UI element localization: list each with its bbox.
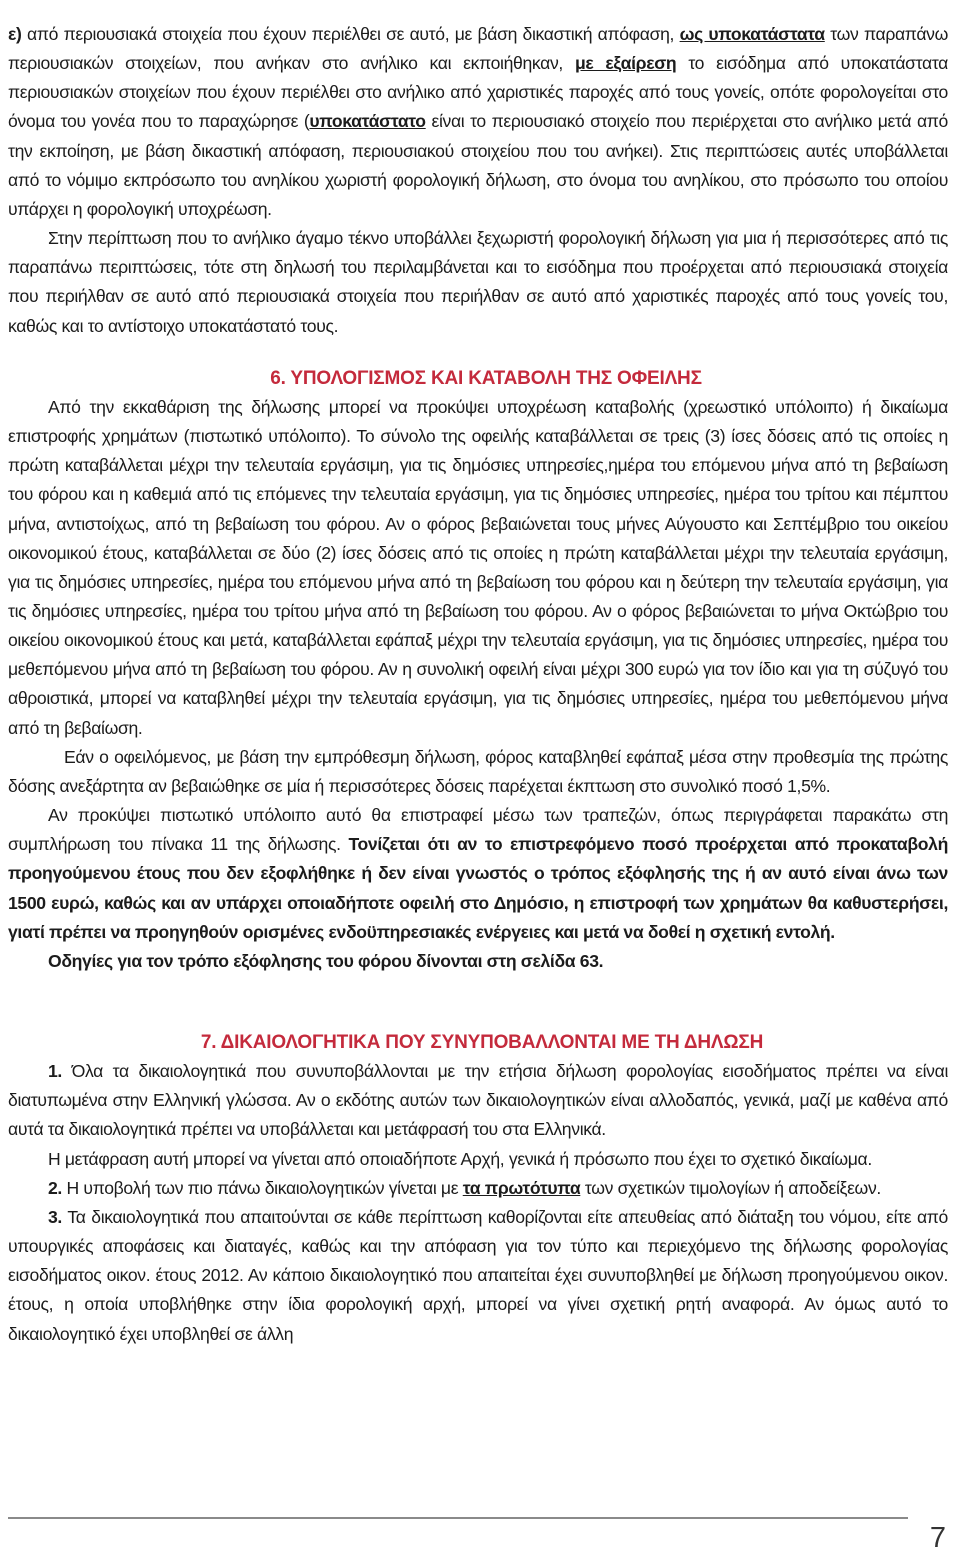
footer-rule (8, 1517, 908, 1519)
section-e-label: ε) (8, 24, 22, 44)
minor-child-paragraph: Στην περίπτωση που το ανήλικο άγαμο τέκνο υποβάλλει ξεχωριστή φορολογική δήλωση για μια ή περισσότερες από τις παραπάνω περιπτώσεις, τότε στη δηλωσή του περιλαμβάνεται και το εισόδημα που προέρχεται από περιουσιακά στοιχεία που περιήλθαν σε αυτό από περιουσιακά στοιχεία που περιήλθαν σε αυτό από χαριστικές παροχές από τους γονείς του, καθώς και το αντίστοιχο υποκατάστατό τους. (8, 228, 948, 336)
originals-emphasis: τα πρωτότυπα (462, 1177, 581, 1198)
section-6-heading: 6. ΥΠΟΛΟΓΙΣΜΟΣ ΚΑΙ ΚΑΤΑΒΟΛΗ ΤΗΣ ΟΦΕΙΛΗΣ (270, 367, 702, 389)
section-7-item-1: 1. Όλα τα δικαιολογητικά που συνυποβάλλονται με την ετήσια δήλωση φορολογίας εισοδήματος πρέπει να είναι διατυπωμένα στην Ελληνική γλώσσα. Αν ο εκδότης αυτών των δικαιολογητικών είναι αλλοδαπός, γενικά, μαζί με καθένα από αυτά τα δικαιολογητικά πρέπει να υποβάλλεται και μετάφρασή του στα Ελληνικά. (8, 1061, 948, 1140)
substitute-emphasis: υποκατάστατο (309, 111, 426, 132)
section-6-paragraph-1: Από την εκκαθάριση της δήλωσης μπορεί να προκύψει υποχρέωση καταβολής (χρεωστικό υπόλοιπο) ή δικαίωμα επιστροφής χρημάτων (πιστωτικό υπόλοιπο). Το σύνολο της οφειλής καταβάλλεται σε τρεις (3) ίσες δόσεις από τις οποίες η πρώτη καταβάλλεται μέχρι την τελευταία εργάσιμη, για τις δημόσιες υπηρεσίες,ημέρα του επόμενου μήνα από τη βεβαίωση του φόρου και η καθεμιά από τις επόμενες την τελευταία εργάσιμη, για τις δημόσιες υπηρεσίες, ημέρα του τρίτου και πέμπτου μήνα, αντιστοίχως, από τη βεβαίωση του φόρου. Αν ο φόρος βεβαιώνεται τους μήνες Αύγουστο και Σεπτέμβριο του οικείου οικονομικού έτους, καταβάλλεται σε δύο (2) ίσες δόσεις από τις οποίες η πρώτη καταβάλλεται μέχρι την τελευταία εργάσιμη, για τις δημόσιες υπηρεσίες, ημέρα του επόμενου μήνα από τη βεβαίωση του φόρου και η δεύτερη την τελευταία εργάσιμη, για τις δημόσιες υπηρεσίες, ημέρα του τρίτου μήνα από τη βεβαίωση του φόρου. Αν ο φόρος βεβαιώνεται το μήνα Οκτώβριο του οικείου οικονομικού έτους και μετά, καταβάλλεται εφάπαξ μέχρι την τελευταία εργάσιμη, για τις δημόσιες υπηρεσίες, ημέρα του μεθεπόμενου μήνα από τη βεβαίωση του φόρου. Αν η συνολική οφειλή είναι μέχρι 300 ευρώ για τον ίδιο και για τη σύζυγό του αθροιστικά, μπορεί να καταβληθεί μέχρι την τελευταία εργάσιμη, για τις δημόσιες υπηρεσίες, ημέρα του μεθεπόμενου μήνα από τη βεβαίωση. (8, 396, 948, 738)
page-number: 7 (929, 1522, 947, 1554)
refund-delay-note: Τονίζεται ότι αν το επιστρεφόμενο ποσό προέρχεται από προκαταβολή προηγούμενου έτους που δεν εξοφλήθηκε ή δεν είναι γνωστός ο τρόπος εξόφλησής της ή αν αυτό είναι άνω των 1500 ευρώ, καθώς και αν υπάρχει οποιαδήποτε οφειλή στο Δημόσιο, η επιστροφή των χρημάτων θα καθυστερήσει, γιατί πρέπει να προηγηθούν ορισμένες ενδοϋπηρεσιακές ενέργειες και μετά να δοθεί η σχετική εντολή. (8, 834, 948, 942)
section-7-heading: 7. ΔΙΚΑΙΟΛΟΓΗΤΙΚΑ ΠΟΥ ΣΥΝΥΠΟΒΑΛΛΟΝΤΑΙ ΜΕ ΤΗ ΔΗΛΩΣΗ (200, 1032, 764, 1053)
section-7-item-3: 3. Τα δικαιολογητικά που απαιτούνται σε κάθε περίπτωση καθορίζονται είτε απευθείας από διάταξη του νόμου, είτε από υπουργικές αποφάσεις και διαταγές, καθώς και την απόφαση για τον τύπο και περιεχόμενο της δήλωσης φορολογίας εισοδήματος οικον. έτους 2012. Αν κάποιο δικαιολογητικό που απαιτείται έχει συνυποβληθεί με δήλωση προηγούμενου οικον. έτους, η οποία υποβλήθηκε στην ίδια φορολογική αρχή, μπορεί να γίνει σχετική ρητή αναφορά. Αν όμως αυτό το δικαιολογητικό έχει υποβληθεί σε άλλη (8, 1206, 948, 1344)
section-7-item-1-translation: Η μετάφραση αυτή μπορεί να γίνεται από οποιαδήποτε Αρχή, γενικά ή πρόσωπο που έχει το σχετικό δικαίωμα. (48, 1148, 872, 1169)
item-2-number: 2. (48, 1177, 62, 1198)
item-3-number: 3. (48, 1206, 62, 1227)
section-6-paragraph-3: Αν προκύψει πιστωτικό υπόλοιπο αυτό θα επιστραφεί μέσω των τραπεζών, όπως περιγράφεται παρακάτω στη συμπλήρωση του πίνακα 11 της δήλωσης. Τονίζεται ότι αν το επιστρεφόμενο ποσό προέρχεται από προκαταβολή προηγούμενου έτους που δεν εξοφλήθηκε ή δεν είναι γνωστός ο τρόπος εξόφλησής της ή αν αυτό είναι άνω των 1500 ευρώ, καθώς και αν υπάρχει οποιαδήποτε οφειλή στο Δημόσιο, η επιστροφή των χρημάτων θα καθυστερήσει, γιατί πρέπει να προηγηθούν ορισμένες ενδοϋπηρεσιακές ενέργειες και μετά να δοθεί η σχετική εντολή. (8, 805, 948, 942)
section-6-paragraph-2: Εάν ο οφειλόμενος, με βάση την εμπρόθεσμη δήλωση, φόρος καταβληθεί εφάπαξ μέσα στην προθεσμία της πρώτης δόσης ανεξάρτητα αν βεβαιώθηκε σε μία ή περισσότερες δόσεις παρέχεται έκπτωση στο συνολικό ποσό 1,5%. (8, 746, 948, 796)
payment-instructions-note: Οδηγίες για τον τρόπο εξόφλησης του φόρου δίνονται στη σελίδα 63. (48, 950, 604, 971)
item-1-number: 1. (48, 1061, 62, 1082)
as-substitutes-emphasis: ως υποκατάστατα (679, 24, 825, 44)
section-7-item-2: 2. Η υποβολή των πιο πάνω δικαιολογητικών γίνεται με τα πρωτότυπα των σχετικών τιμολογίων ή αποδείξεων. (48, 1177, 881, 1198)
exception-emphasis: με εξαίρεση (574, 53, 677, 74)
section-6-paragraph-4 (8, 947, 948, 976)
section-e-paragraph: ε) από περιουσιακά στοιχεία που έχουν περιέλθει σε αυτό, με βάση δικαστική απόφαση, ως υποκατάστατα των παραπάνω περιουσιακών στοιχείων, που ανήκαν στο ανήλικο και εκποιήθηκαν, με εξαίρεση το εισόδημα από υποκατάστατα περιουσιακών στοιχείων που έχουν περιέλθει στο ανήλικο από χαριστικές παροχές από τους γονείς, οπότε φορολογείται στο όνομα του γονέα που το παραχώρησε (υποκατάστατο είναι το περιουσιακό στοιχείο που περιέρχεται στο ανήλικο μετά από την εκποίηση, με βάση δικαστική απόφαση, περιουσιακού στοιχείου που του ανήκει). Στις περιπτώσεις αυτές υποβάλλεται από το νόμιμο εκπρόσωπο του ανηλίκου χωριστή φορολογική δήλωση, στο όνομα του ανηλίκου, στο πρόσωπο του οποίου υπάρχει η φορολογική υποχρέωση. (8, 24, 949, 219)
